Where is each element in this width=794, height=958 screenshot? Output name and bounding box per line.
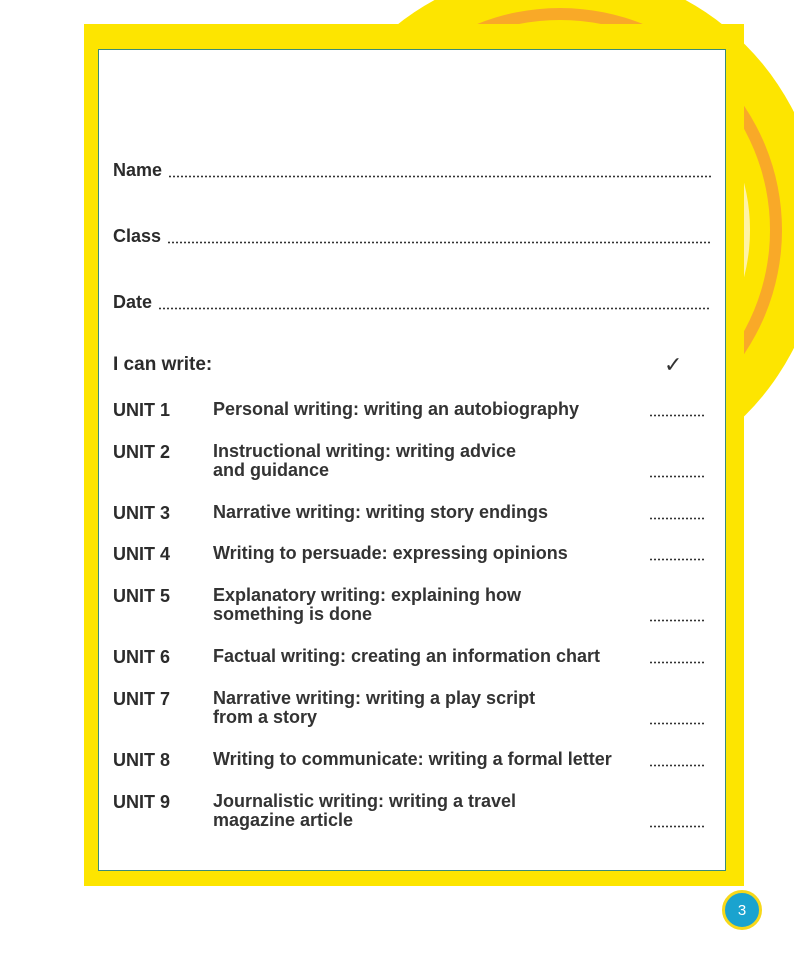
date-label: Date bbox=[113, 292, 153, 312]
unit-description: Explanatory writing: explaining how something is done bbox=[213, 585, 522, 624]
unit-code: UNIT 8 bbox=[113, 750, 171, 770]
date-dotted-line[interactable] bbox=[158, 307, 711, 310]
unit-check-line[interactable] bbox=[649, 558, 705, 561]
unit-row-2 bbox=[113, 442, 705, 484]
unit-row-5 bbox=[113, 586, 705, 628]
unit-description: Journalistic writing: writing a travel magazine article bbox=[213, 791, 517, 830]
class-field[interactable] bbox=[113, 222, 711, 246]
unit-check-line[interactable] bbox=[649, 517, 705, 520]
unit-code: UNIT 9 bbox=[113, 792, 171, 812]
unit-code: UNIT 5 bbox=[113, 586, 171, 606]
unit-description: Writing to communicate: writing a formal letter bbox=[213, 749, 612, 769]
class-dotted-line[interactable] bbox=[167, 241, 711, 244]
unit-check-line[interactable] bbox=[649, 414, 705, 417]
unit-check-line[interactable] bbox=[649, 722, 705, 725]
unit-check-line[interactable] bbox=[649, 661, 705, 664]
unit-description: Factual writing: creating an information chart bbox=[213, 646, 601, 666]
unit-check-line[interactable] bbox=[649, 475, 705, 478]
unit-code: UNIT 2 bbox=[113, 442, 171, 462]
checklist-heading: I can write: bbox=[113, 354, 213, 375]
unit-row-7 bbox=[113, 689, 705, 731]
unit-row-3 bbox=[113, 503, 705, 525]
unit-code: UNIT 7 bbox=[113, 689, 171, 709]
unit-description: Narrative writing: writing a play script from a story bbox=[213, 688, 536, 727]
unit-description: Narrative writing: writing story endings bbox=[213, 502, 549, 522]
page-number-badge: 3 bbox=[722, 890, 762, 930]
name-label: Name bbox=[113, 160, 163, 180]
name-field[interactable] bbox=[113, 156, 711, 180]
unit-description: Writing to persuade: expressing opinions bbox=[213, 543, 568, 563]
unit-row-9 bbox=[113, 792, 705, 834]
unit-check-line[interactable] bbox=[649, 825, 705, 828]
name-dotted-line[interactable] bbox=[168, 175, 711, 178]
unit-code: UNIT 4 bbox=[113, 544, 171, 564]
class-label: Class bbox=[113, 226, 162, 246]
unit-description: Instructional writing: writing advice and guidance bbox=[213, 441, 517, 480]
unit-row-1 bbox=[113, 400, 705, 422]
unit-row-8 bbox=[113, 750, 705, 772]
unit-code: UNIT 1 bbox=[113, 400, 171, 420]
unit-check-line[interactable] bbox=[649, 619, 705, 622]
unit-description: Personal writing: writing an autobiography bbox=[213, 399, 580, 419]
unit-row-6 bbox=[113, 647, 705, 669]
unit-code: UNIT 6 bbox=[113, 647, 171, 667]
unit-code: UNIT 3 bbox=[113, 503, 171, 523]
unit-check-line[interactable] bbox=[649, 764, 705, 767]
tick-icon: ✓ bbox=[664, 352, 683, 377]
unit-row-4 bbox=[113, 544, 705, 566]
date-field[interactable] bbox=[113, 288, 711, 312]
